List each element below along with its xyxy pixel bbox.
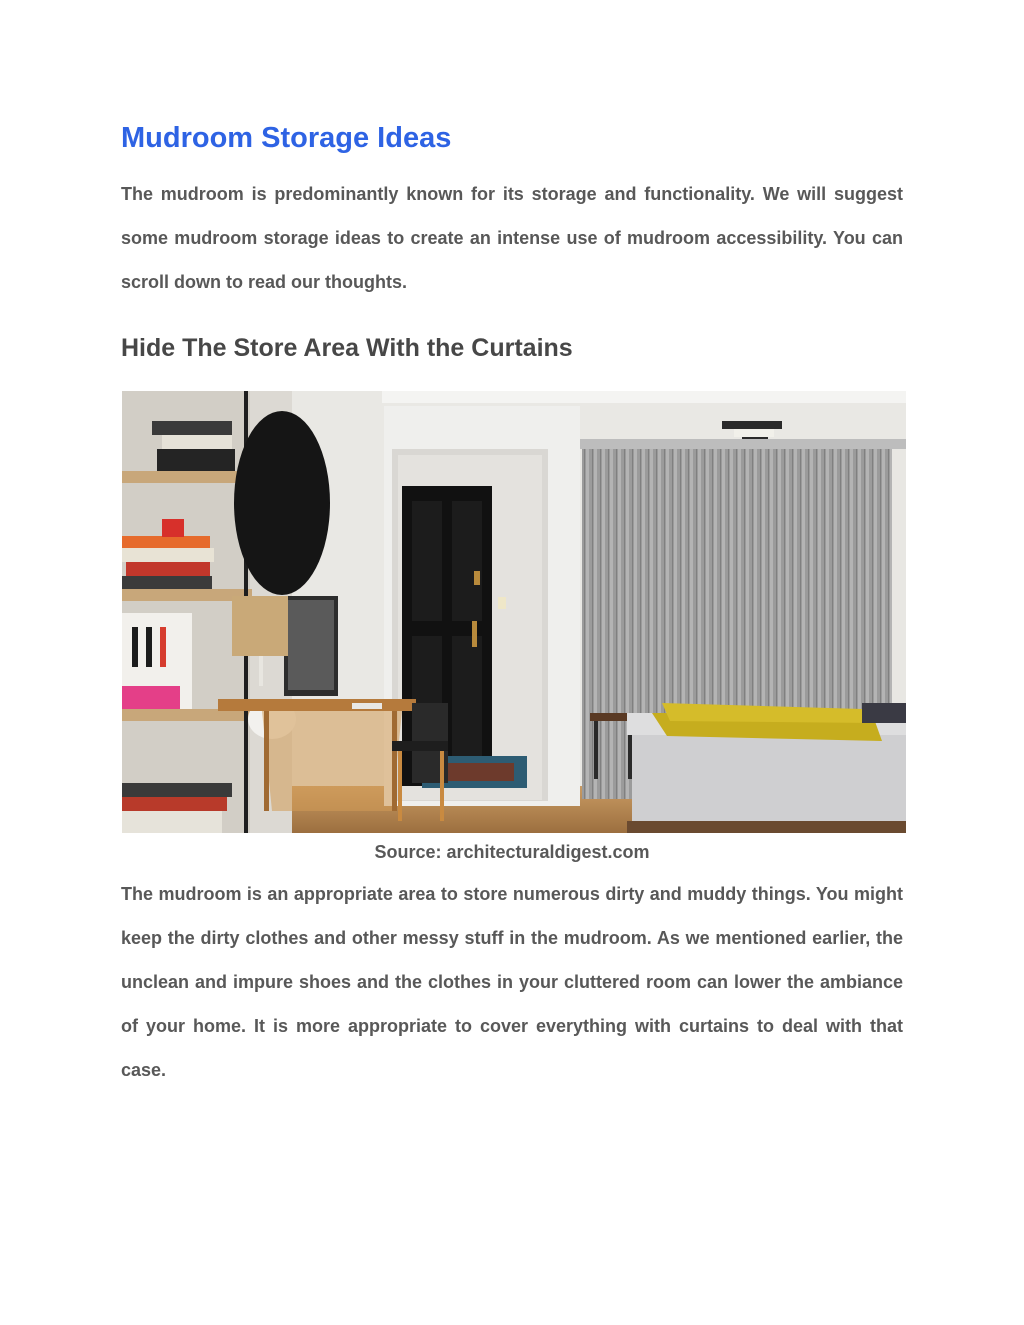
section-heading: Hide The Store Area With the Curtains: [121, 334, 573, 362]
page-title: Mudroom Storage Ideas: [121, 122, 452, 154]
room-photo: [122, 391, 906, 833]
body-paragraph: The mudroom is an appropriate area to store numerous dirty and muddy things. You might keep the dirty clothes and other messy stuff in the mudroom. As we mentioned earlier, the unclean and impure shoes and the clothes in your cluttered room can lower the ambiance of your home. It is more appropriate to cover everything with curtains to deal with that case.: [121, 884, 903, 1080]
image-caption: Source: architecturaldigest.com: [374, 842, 650, 862]
intro-paragraph: The mudroom is predominantly known for its storage and functionality. We will suggest some mudroom storage ideas to create an intense use of mudroom accessibility. You can scroll down to read our thoughts.: [121, 184, 903, 292]
